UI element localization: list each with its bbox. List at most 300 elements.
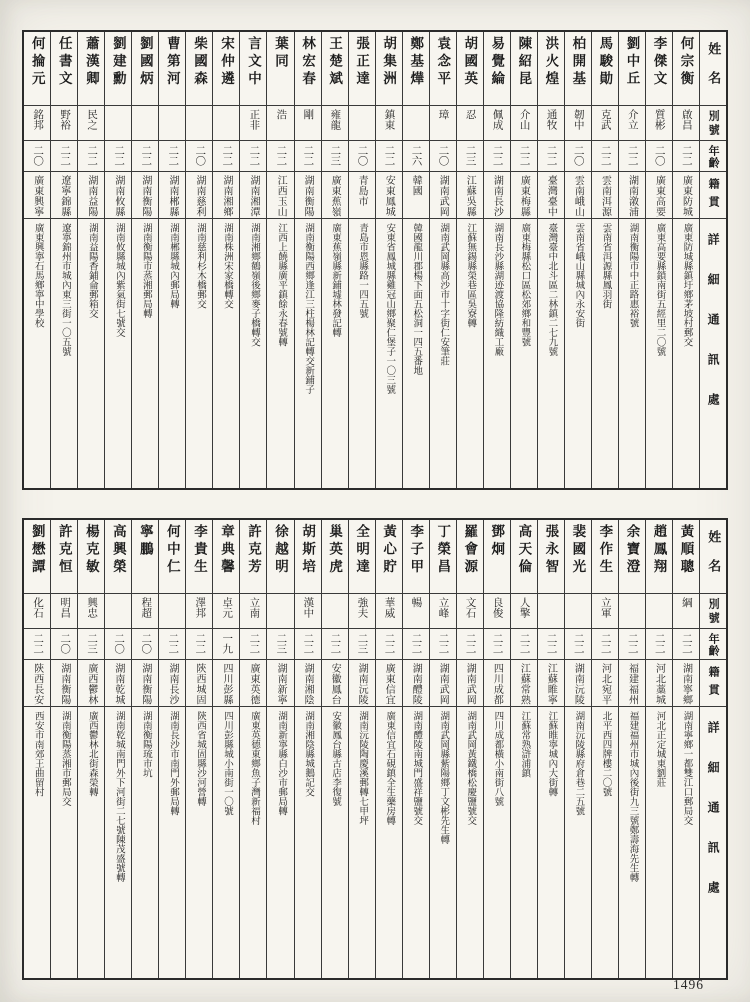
person-age [240, 629, 266, 660]
person-origin-text: 湖南新寧 [275, 663, 287, 705]
person-age-text: 二二 [302, 633, 314, 654]
person-origin-text: 四川彭縣 [221, 663, 233, 705]
person-column [537, 32, 564, 488]
person-name-text: 許克芳 [246, 524, 261, 577]
person-alias [322, 594, 348, 629]
person-address-text: 江蘇無錫縣榮巷區吳寮轉 [465, 223, 476, 328]
person-address [673, 219, 699, 488]
person-name [484, 32, 510, 106]
person-age-text: 二二 [545, 633, 557, 654]
person-alias [376, 594, 402, 629]
person-address-text: 雲南省洱源縣鳳羽街 [600, 223, 611, 309]
person-name [240, 32, 266, 106]
person-alias-text: 卓元 [221, 597, 233, 618]
person-origin [430, 660, 456, 707]
person-origin-text: 廣東興寧 [31, 175, 43, 217]
person-alias [159, 594, 185, 629]
person-address-text: 湖南寧鄉一都雙江口郵局交 [681, 711, 692, 825]
person-name-text: 趙鳳翔 [651, 524, 667, 577]
person-name [78, 520, 104, 594]
person-alias-text: 澤邦 [194, 597, 206, 618]
person-alias-text: 忍 [464, 109, 476, 120]
page-number: 1496 [673, 977, 704, 992]
person-age [78, 141, 104, 172]
person-alias [267, 106, 293, 141]
person-address [376, 707, 402, 978]
person-name [159, 520, 185, 594]
person-address [240, 707, 266, 978]
header-origin-text: 籍貫 [707, 666, 720, 702]
person-alias [24, 594, 50, 629]
person-alias [619, 106, 645, 141]
person-name-text: 王楚斌 [327, 36, 343, 89]
person-age [267, 629, 293, 660]
person-age-text: 二二 [464, 633, 476, 654]
person-origin-text: 河北藁城 [653, 663, 665, 705]
person-address-text: 湖南衡陽琉市坑 [140, 711, 151, 778]
person-column [348, 32, 375, 488]
person-name-text: 鄭基燁 [408, 36, 424, 89]
person-age [565, 629, 591, 660]
person-name [267, 520, 293, 594]
person-name-text: 劉中丘 [624, 36, 640, 89]
person-age [484, 629, 510, 660]
person-age-text: 二〇 [437, 145, 449, 166]
person-alias-text: 介山 [518, 109, 530, 130]
header-age-label [700, 629, 726, 660]
person-alias-text: 質彬 [653, 109, 665, 130]
person-address-text: 湖南醴陵南城門盛祥鹽號交 [411, 711, 422, 825]
person-column [564, 32, 591, 488]
person-origin-text: 遼寧錦縣 [58, 175, 70, 217]
person-address [105, 707, 131, 978]
person-name-text: 楊克敏 [83, 524, 99, 577]
header-address-label [700, 707, 726, 978]
person-address-text: 河北正定城東劉莊 [654, 711, 665, 787]
person-name-text: 寧鵬 [137, 524, 153, 559]
person-alias [213, 106, 239, 141]
person-address [51, 219, 77, 488]
directory-table-top [22, 30, 728, 490]
person-column [266, 520, 293, 978]
person-name-text: 黃順聰 [678, 524, 694, 577]
person-address-text: 廣西鬱林北街森榮轉 [86, 711, 97, 797]
header-address-text: 詳細通訊處 [706, 721, 721, 921]
person-alias-text: 通牧 [545, 109, 557, 130]
person-origin-text: 廣東蕉嶺 [329, 175, 341, 217]
person-alias-text: 啟昌 [680, 109, 692, 130]
person-column [104, 32, 131, 488]
person-column [266, 32, 293, 488]
person-column [239, 32, 266, 488]
person-origin [484, 172, 510, 219]
person-column [131, 520, 158, 978]
person-name-text: 章典馨 [218, 524, 234, 577]
person-age [538, 629, 564, 660]
person-address-text: 廣東英德東鄉魚子灣新福村 [249, 711, 260, 825]
person-address-text: 四川成都橫小南街八號 [492, 711, 503, 806]
person-age [267, 141, 293, 172]
person-origin-text: 廣西鬱林 [85, 663, 97, 705]
person-alias [295, 106, 321, 141]
person-origin-text: 福建福州 [626, 663, 638, 705]
person-age-text: 二二 [221, 145, 233, 166]
person-column [50, 32, 77, 488]
person-alias [78, 594, 104, 629]
person-column [483, 520, 510, 978]
person-origin [619, 660, 645, 707]
person-alias [646, 594, 672, 629]
person-age-text: 二二 [491, 145, 503, 166]
person-name [457, 32, 483, 106]
person-column [537, 520, 564, 978]
person-address [78, 219, 104, 488]
person-column [158, 32, 185, 488]
person-alias-text: 鎮東 [383, 109, 395, 130]
person-name-text: 張正達 [354, 36, 370, 89]
person-alias [267, 594, 293, 629]
person-column [672, 32, 699, 488]
person-alias [132, 106, 158, 141]
person-age-text: 二二 [59, 145, 71, 166]
person-origin [186, 660, 212, 707]
person-address-text: 湖南長沙縣湖迹渡協隆紡織工廠 [492, 223, 503, 356]
person-age-text: 二三 [464, 145, 476, 166]
person-alias [565, 106, 591, 141]
person-address [457, 219, 483, 488]
person-name-text: 羅會源 [462, 524, 478, 577]
person-address-text: 西安市南郊王曲留村 [32, 711, 43, 797]
person-address-text: 湖南武岡黃鐵橋松慶鹽號交 [465, 711, 476, 825]
person-address-text: 江蘇常熟滸浦鎮 [519, 711, 530, 778]
person-address-text: 湖南衡陽蒸湘市郵局交 [59, 711, 70, 806]
person-origin [565, 660, 591, 707]
person-age [51, 141, 77, 172]
person-origin-text: 湖南乾城 [112, 663, 124, 705]
person-name [511, 520, 537, 594]
person-age [511, 141, 537, 172]
person-address-text: 安徽鳳台縣古店李復號 [330, 711, 341, 806]
person-name-text: 易覺綸 [489, 36, 505, 89]
person-name [646, 520, 672, 594]
person-alias-text: 佩成 [491, 109, 503, 130]
person-origin [673, 172, 699, 219]
person-name-text: 曹第河 [164, 36, 180, 89]
person-name-text: 巢英虎 [327, 524, 343, 577]
person-address-text: 湖南湘陰縣城鵝記交 [303, 711, 314, 797]
person-age-text: 二二 [383, 633, 395, 654]
person-address [538, 707, 564, 978]
header-age-text: 年齡 [707, 633, 720, 657]
person-origin-text: 湖南衡陽 [302, 175, 314, 217]
person-age-text: 二二 [545, 145, 557, 166]
person-name [430, 520, 456, 594]
person-address [213, 707, 239, 978]
person-alias-text: 銘邦 [32, 109, 44, 130]
person-age [484, 141, 510, 172]
person-origin-text: 湖南武岡 [437, 663, 449, 705]
person-name [24, 520, 50, 594]
person-origin-text: 湖南郴縣 [166, 175, 178, 217]
person-name [673, 32, 699, 106]
person-age [159, 629, 185, 660]
header-origin-text: 籍貫 [707, 178, 720, 214]
person-column [456, 520, 483, 978]
person-alias [105, 106, 131, 141]
person-name [295, 520, 321, 594]
person-column [429, 520, 456, 978]
person-origin [213, 172, 239, 219]
person-column [212, 32, 239, 488]
person-name-text: 張永智 [543, 524, 559, 577]
person-name [322, 520, 348, 594]
person-name [78, 32, 104, 106]
person-age-text: 二二 [680, 145, 692, 166]
person-address-text: 湖南湘鄉鶴嶺後鄉麥子橋轉交 [249, 223, 260, 347]
person-alias [159, 106, 185, 141]
person-alias-text: 化石 [32, 597, 44, 618]
person-origin-text: 四川成都 [491, 663, 503, 705]
person-alias [646, 106, 672, 141]
header-origin-label [700, 172, 726, 219]
person-origin-text: 安東鳳城 [383, 175, 395, 217]
person-age [430, 141, 456, 172]
person-name-text: 何掄元 [29, 36, 45, 89]
header-alias-label [700, 106, 726, 141]
person-origin-text: 廣東信宜 [383, 663, 395, 705]
person-name-text: 任書文 [56, 36, 72, 89]
person-origin-text: 河北宛平 [599, 663, 611, 705]
person-alias-text: 剛 [302, 109, 314, 120]
person-age-text: 二二 [113, 145, 125, 166]
person-origin [132, 660, 158, 707]
person-alias-text: 雍龍 [329, 109, 341, 130]
person-name-text: 陳紹昆 [516, 36, 532, 89]
person-address [511, 219, 537, 488]
person-origin [538, 172, 564, 219]
person-name-text: 裴國光 [570, 524, 586, 577]
person-age-text: 二二 [626, 633, 638, 654]
person-age [538, 141, 564, 172]
person-address-text: 青島市恩縣路一四五號 [357, 223, 368, 318]
person-name [51, 32, 77, 106]
person-age-text: 二二 [653, 633, 665, 654]
person-alias-text: 民之 [86, 109, 98, 130]
person-address-text: 江蘇睢寧城內大街轉 [546, 711, 557, 797]
person-column [239, 520, 266, 978]
person-origin [376, 172, 402, 219]
person-address [457, 707, 483, 978]
person-address-text: 湖南慈利杉木橋郵交 [194, 223, 205, 309]
person-age [24, 141, 50, 172]
person-age [240, 141, 266, 172]
person-origin [51, 660, 77, 707]
person-address-text: 遼寧錦州市城內東三街一〇五號 [59, 223, 70, 356]
person-name [457, 520, 483, 594]
person-name [295, 32, 321, 106]
person-address [132, 219, 158, 488]
person-origin-text: 廣東防城 [680, 175, 692, 217]
directory-table-bottom [22, 518, 728, 980]
person-age-text: 二二 [32, 633, 44, 654]
person-name [538, 32, 564, 106]
header-alias-label [700, 594, 726, 629]
person-name-text: 許克恒 [56, 524, 72, 577]
person-name-text: 高天倫 [516, 524, 532, 577]
person-address [430, 219, 456, 488]
person-origin-text: 青島市 [356, 175, 368, 207]
person-column [591, 32, 618, 488]
person-age-text: 二〇 [59, 633, 71, 654]
person-address [186, 707, 212, 978]
person-name [349, 520, 375, 594]
person-origin [457, 172, 483, 219]
person-address [322, 707, 348, 978]
person-alias-text: 漢中 [302, 597, 314, 618]
person-name [538, 520, 564, 594]
person-alias [511, 594, 537, 629]
person-origin-text: 湖南湘鄉 [221, 175, 233, 217]
person-name-text: 劉懋譚 [29, 524, 45, 577]
person-age-text: 二二 [599, 145, 611, 166]
person-column [158, 520, 185, 978]
person-address [646, 219, 672, 488]
person-alias [51, 594, 77, 629]
person-age [457, 141, 483, 172]
person-age [349, 629, 375, 660]
person-name [511, 32, 537, 106]
person-alias [457, 106, 483, 141]
person-alias-text: 文石 [464, 597, 476, 618]
person-age-text: 二〇 [356, 145, 368, 166]
person-age [295, 141, 321, 172]
person-origin [105, 172, 131, 219]
person-alias-text: 璋 [437, 109, 449, 120]
person-age-text: 二三 [356, 633, 368, 654]
person-name [105, 520, 131, 594]
person-age [403, 141, 429, 172]
person-origin-text: 湖南武岡 [437, 175, 449, 217]
person-address [267, 707, 293, 978]
person-name [376, 32, 402, 106]
person-address [240, 219, 266, 488]
person-alias-text: 強夫 [356, 597, 368, 618]
person-origin [240, 172, 266, 219]
person-column [510, 520, 537, 978]
person-address [538, 219, 564, 488]
person-address-text: 廣東蕉嶺縣新鋪墟林發記轉 [330, 223, 341, 337]
person-alias [619, 594, 645, 629]
person-name [565, 32, 591, 106]
person-age [673, 141, 699, 172]
table-header-column [699, 520, 726, 978]
person-alias [105, 594, 131, 629]
header-address-label [700, 219, 726, 488]
person-name [132, 32, 158, 106]
person-alias-text: 暢 [410, 597, 422, 608]
person-alias-text: 浩 [275, 109, 287, 120]
person-origin-text: 韓國 [410, 175, 422, 196]
header-name-label [700, 32, 726, 106]
person-age [430, 629, 456, 660]
person-age-text: 二二 [86, 145, 98, 166]
person-address [349, 219, 375, 488]
person-name-text: 鄧炯 [489, 524, 505, 559]
person-address [186, 219, 212, 488]
person-alias [349, 594, 375, 629]
person-name-text: 何中仁 [164, 524, 180, 577]
person-age [186, 141, 212, 172]
person-origin [592, 660, 618, 707]
person-name-text: 黃心貯 [381, 524, 397, 577]
person-name-text: 胡國英 [462, 36, 478, 89]
person-address [511, 707, 537, 978]
person-address-text: 湖南沅陵陶慶溪郵轉七甲坪 [357, 711, 368, 825]
person-age-text: 二二 [167, 145, 179, 166]
person-origin [565, 172, 591, 219]
person-address-text: 湖南衡陽市中正路惠裕號 [627, 223, 638, 328]
person-name [322, 32, 348, 106]
person-name-text: 高興榮 [110, 524, 126, 577]
person-address-text: 湖南沅陵縣府倉巷二五號 [573, 711, 584, 816]
person-alias-text: 明昌 [59, 597, 71, 618]
person-name-text: 洪火煌 [543, 36, 559, 89]
person-alias-text: 興忠 [86, 597, 98, 618]
person-name-text: 胡斯培 [300, 524, 316, 577]
person-origin-text: 廣東英德 [248, 663, 260, 705]
person-age-text: 二二 [329, 633, 341, 654]
person-age-text: 二二 [518, 633, 530, 654]
person-origin [51, 172, 77, 219]
person-alias [430, 106, 456, 141]
person-name-text: 李作生 [597, 524, 613, 577]
person-address [24, 219, 50, 488]
person-name-text: 袁念平 [435, 36, 451, 89]
person-age [376, 629, 402, 660]
person-origin-text: 雲南洱源 [599, 175, 611, 217]
person-column [50, 520, 77, 978]
person-origin-text: 湖南長沙 [166, 663, 178, 705]
person-alias [186, 106, 212, 141]
person-name-text: 李貴生 [191, 524, 207, 577]
person-origin [457, 660, 483, 707]
person-address-text: 廣東梅縣松口區松郊鄉和豐號 [519, 223, 530, 347]
person-origin [511, 172, 537, 219]
person-address [619, 707, 645, 978]
person-origin [349, 660, 375, 707]
person-column [375, 32, 402, 488]
person-column [645, 32, 672, 488]
person-column [104, 520, 131, 978]
person-address [403, 219, 429, 488]
person-column [564, 520, 591, 978]
person-column [77, 520, 104, 978]
person-alias [240, 594, 266, 629]
person-origin [267, 660, 293, 707]
person-origin [159, 172, 185, 219]
person-origin-text: 江西玉山 [275, 175, 287, 217]
person-address [376, 219, 402, 488]
person-name-text: 宋仲遴 [218, 36, 234, 89]
person-age-text: 二二 [194, 633, 206, 654]
person-age-text: 二二 [140, 145, 152, 166]
person-address [159, 219, 185, 488]
person-address [78, 707, 104, 978]
person-column [618, 32, 645, 488]
person-column [591, 520, 618, 978]
person-origin-text: 湖南漵浦 [626, 175, 638, 217]
person-address [349, 707, 375, 978]
